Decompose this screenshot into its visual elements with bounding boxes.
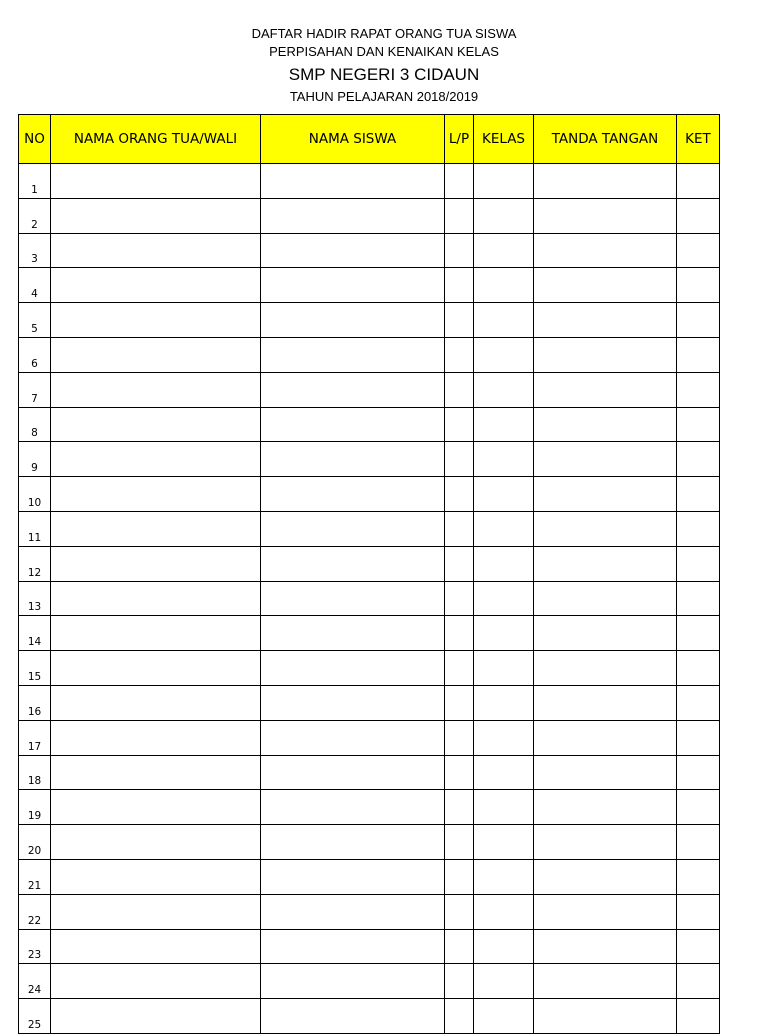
student-name-cell <box>261 407 445 442</box>
gender-cell <box>445 198 474 233</box>
signature-cell <box>534 825 677 860</box>
student-name-cell <box>261 337 445 372</box>
row-number: 10 <box>19 477 51 512</box>
table-row <box>19 755 720 790</box>
title-line-2: PERPISAHAN DAN KENAIKAN KELAS <box>269 44 499 59</box>
row-number: 24 <box>19 964 51 999</box>
note-cell <box>677 581 720 616</box>
note-cell <box>677 894 720 929</box>
row-number: 17 <box>19 720 51 755</box>
note-cell <box>677 303 720 338</box>
parent-name-cell <box>51 790 261 825</box>
gender-cell <box>445 511 474 546</box>
row-number: 12 <box>19 546 51 581</box>
student-name-cell <box>261 372 445 407</box>
school-name: SMP NEGERI 3 CIDAUN <box>288 65 480 84</box>
class-cell <box>474 651 534 686</box>
signature-cell <box>534 894 677 929</box>
class-cell <box>474 233 534 268</box>
parent-name-cell <box>51 372 261 407</box>
signature-cell <box>534 929 677 964</box>
row-number: 19 <box>19 790 51 825</box>
class-cell <box>474 337 534 372</box>
parent-name-cell <box>51 720 261 755</box>
gender-cell <box>445 825 474 860</box>
student-name-cell <box>261 442 445 477</box>
row-number: 4 <box>19 268 51 303</box>
class-cell <box>474 164 534 199</box>
attendance-table <box>18 114 720 1034</box>
table-row <box>19 825 720 860</box>
signature-cell <box>534 616 677 651</box>
table-row <box>19 685 720 720</box>
signature-cell <box>534 755 677 790</box>
signature-cell <box>534 511 677 546</box>
class-cell <box>474 372 534 407</box>
gender-cell <box>445 999 474 1034</box>
row-number: 2 <box>19 198 51 233</box>
table-row <box>19 964 720 999</box>
note-cell <box>677 825 720 860</box>
parent-name-cell <box>51 546 261 581</box>
class-cell <box>474 825 534 860</box>
table-row <box>19 372 720 407</box>
parent-name-cell <box>51 581 261 616</box>
table-row <box>19 616 720 651</box>
table-row <box>19 651 720 686</box>
table-row <box>19 581 720 616</box>
signature-cell <box>534 198 677 233</box>
class-cell <box>474 964 534 999</box>
header-row <box>19 115 720 164</box>
col-header-gender: L/P <box>445 115 474 164</box>
student-name-cell <box>261 268 445 303</box>
student-name-cell <box>261 755 445 790</box>
row-number: 15 <box>19 651 51 686</box>
note-cell <box>677 616 720 651</box>
table-row <box>19 198 720 233</box>
table-row <box>19 233 720 268</box>
table-row <box>19 442 720 477</box>
student-name-cell <box>261 303 445 338</box>
class-cell <box>474 268 534 303</box>
col-header-no: NO <box>19 115 51 164</box>
signature-cell <box>534 720 677 755</box>
note-cell <box>677 999 720 1034</box>
note-cell <box>677 790 720 825</box>
class-cell <box>474 790 534 825</box>
note-cell <box>677 511 720 546</box>
class-cell <box>474 303 534 338</box>
parent-name-cell <box>51 894 261 929</box>
class-cell <box>474 442 534 477</box>
class-cell <box>474 581 534 616</box>
class-cell <box>474 755 534 790</box>
student-name-cell <box>261 720 445 755</box>
note-cell <box>677 651 720 686</box>
class-cell <box>474 894 534 929</box>
student-name-cell <box>261 929 445 964</box>
class-cell <box>474 511 534 546</box>
table-row <box>19 268 720 303</box>
class-cell <box>474 198 534 233</box>
student-name-cell <box>261 894 445 929</box>
parent-name-cell <box>51 999 261 1034</box>
table-row <box>19 303 720 338</box>
class-cell <box>474 546 534 581</box>
signature-cell <box>534 337 677 372</box>
parent-name-cell <box>51 825 261 860</box>
gender-cell <box>445 894 474 929</box>
gender-cell <box>445 790 474 825</box>
note-cell <box>677 337 720 372</box>
row-number: 13 <box>19 581 51 616</box>
parent-name-cell <box>51 303 261 338</box>
note-cell <box>677 198 720 233</box>
student-name-cell <box>261 685 445 720</box>
note-cell <box>677 755 720 790</box>
gender-cell <box>445 964 474 999</box>
title-line-1: DAFTAR HADIR RAPAT ORANG TUA SISWA <box>251 26 517 41</box>
parent-name-cell <box>51 268 261 303</box>
note-cell <box>677 268 720 303</box>
gender-cell <box>445 685 474 720</box>
note-cell <box>677 233 720 268</box>
signature-cell <box>534 407 677 442</box>
table-row <box>19 894 720 929</box>
parent-name-cell <box>51 407 261 442</box>
gender-cell <box>445 337 474 372</box>
student-name-cell <box>261 859 445 894</box>
note-cell <box>677 477 720 512</box>
row-number: 16 <box>19 685 51 720</box>
note-cell <box>677 546 720 581</box>
row-number: 14 <box>19 616 51 651</box>
class-cell <box>474 859 534 894</box>
row-number: 23 <box>19 929 51 964</box>
class-cell <box>474 999 534 1034</box>
gender-cell <box>445 233 474 268</box>
student-name-cell <box>261 546 445 581</box>
student-name-cell <box>261 581 445 616</box>
signature-cell <box>534 442 677 477</box>
student-name-cell <box>261 790 445 825</box>
note-cell <box>677 442 720 477</box>
table-row <box>19 511 720 546</box>
signature-cell <box>534 164 677 199</box>
parent-name-cell <box>51 442 261 477</box>
note-cell <box>677 164 720 199</box>
signature-cell <box>534 999 677 1034</box>
gender-cell <box>445 755 474 790</box>
gender-cell <box>445 477 474 512</box>
row-number: 5 <box>19 303 51 338</box>
table-row <box>19 720 720 755</box>
student-name-cell <box>261 477 445 512</box>
gender-cell <box>445 616 474 651</box>
note-cell <box>677 372 720 407</box>
signature-cell <box>534 859 677 894</box>
class-cell <box>474 685 534 720</box>
table-row <box>19 407 720 442</box>
row-number: 8 <box>19 407 51 442</box>
note-cell <box>677 964 720 999</box>
table-row <box>19 929 720 964</box>
gender-cell <box>445 303 474 338</box>
gender-cell <box>445 268 474 303</box>
table-row <box>19 477 720 512</box>
row-number: 7 <box>19 372 51 407</box>
class-cell <box>474 929 534 964</box>
col-header-note: KET <box>677 115 720 164</box>
col-header-class: KELAS <box>474 115 534 164</box>
class-cell <box>474 720 534 755</box>
parent-name-cell <box>51 164 261 199</box>
gender-cell <box>445 164 474 199</box>
note-cell <box>677 859 720 894</box>
row-number: 1 <box>19 164 51 199</box>
gender-cell <box>445 929 474 964</box>
note-cell <box>677 407 720 442</box>
table-row <box>19 859 720 894</box>
parent-name-cell <box>51 511 261 546</box>
student-name-cell <box>261 198 445 233</box>
signature-cell <box>534 581 677 616</box>
gender-cell <box>445 546 474 581</box>
gender-cell <box>445 859 474 894</box>
parent-name-cell <box>51 198 261 233</box>
parent-name-cell <box>51 859 261 894</box>
row-number: 18 <box>19 755 51 790</box>
student-name-cell <box>261 164 445 199</box>
parent-name-cell <box>51 477 261 512</box>
parent-name-cell <box>51 755 261 790</box>
parent-name-cell <box>51 651 261 686</box>
signature-cell <box>534 303 677 338</box>
parent-name-cell <box>51 233 261 268</box>
gender-cell <box>445 442 474 477</box>
table-row <box>19 790 720 825</box>
signature-cell <box>534 233 677 268</box>
student-name-cell <box>261 964 445 999</box>
signature-cell <box>534 268 677 303</box>
parent-name-cell <box>51 337 261 372</box>
gender-cell <box>445 407 474 442</box>
note-cell <box>677 929 720 964</box>
table-row <box>19 999 720 1034</box>
signature-cell <box>534 651 677 686</box>
signature-cell <box>534 790 677 825</box>
parent-name-cell <box>51 929 261 964</box>
parent-name-cell <box>51 685 261 720</box>
row-number: 25 <box>19 999 51 1034</box>
table-row <box>19 337 720 372</box>
row-number: 20 <box>19 825 51 860</box>
row-number: 3 <box>19 233 51 268</box>
row-number: 9 <box>19 442 51 477</box>
student-name-cell <box>261 651 445 686</box>
class-cell <box>474 407 534 442</box>
row-number: 11 <box>19 511 51 546</box>
signature-cell <box>534 546 677 581</box>
col-header-parent-name: NAMA ORANG TUA/WALI <box>51 115 261 164</box>
table-row <box>19 164 720 199</box>
signature-cell <box>534 685 677 720</box>
note-cell <box>677 720 720 755</box>
signature-cell <box>534 477 677 512</box>
student-name-cell <box>261 825 445 860</box>
gender-cell <box>445 372 474 407</box>
student-name-cell <box>261 511 445 546</box>
col-header-signature: TANDA TANGAN <box>534 115 677 164</box>
table-row <box>19 546 720 581</box>
gender-cell <box>445 581 474 616</box>
note-cell <box>677 685 720 720</box>
row-number: 21 <box>19 859 51 894</box>
gender-cell <box>445 720 474 755</box>
parent-name-cell <box>51 616 261 651</box>
academic-year: TAHUN PELAJARAN 2018/2019 <box>289 89 479 104</box>
row-number: 6 <box>19 337 51 372</box>
col-header-student-name: NAMA SISWA <box>261 115 445 164</box>
parent-name-cell <box>51 964 261 999</box>
student-name-cell <box>261 233 445 268</box>
signature-cell <box>534 964 677 999</box>
class-cell <box>474 616 534 651</box>
gender-cell <box>445 651 474 686</box>
student-name-cell <box>261 616 445 651</box>
class-cell <box>474 477 534 512</box>
row-number: 22 <box>19 894 51 929</box>
student-name-cell <box>261 999 445 1034</box>
signature-cell <box>534 372 677 407</box>
